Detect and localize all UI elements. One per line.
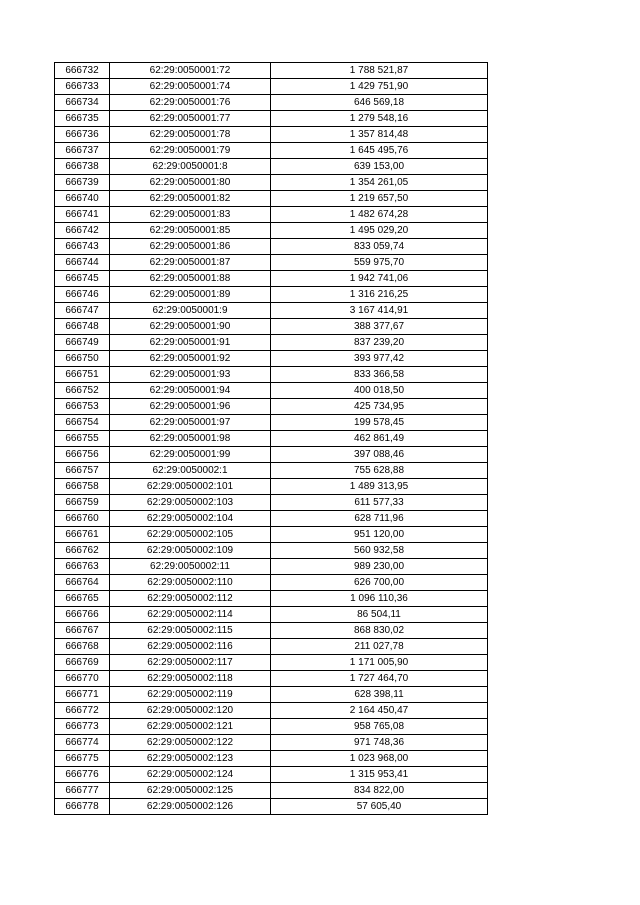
cadastral-number-cell: 62:29:0050002:119 [110,687,271,703]
row-id-cell: 666733 [55,79,110,95]
row-id-cell: 666742 [55,223,110,239]
table-row [55,655,488,671]
row-id-cell: 666751 [55,367,110,383]
cadastral-number-cell: 62:29:0050001:90 [110,319,271,335]
table-row [55,511,488,527]
cadastral-value-cell: 1 482 674,28 [271,207,488,223]
table-row [55,111,488,127]
cadastral-number-cell: 62:29:0050001:96 [110,399,271,415]
cadastral-value-cell: 639 153,00 [271,159,488,175]
table-row [55,127,488,143]
cadastral-number-cell: 62:29:0050001:94 [110,383,271,399]
row-id-cell: 666769 [55,655,110,671]
cadastral-number-cell: 62:29:0050001:77 [110,111,271,127]
table-row [55,303,488,319]
row-id-cell: 666741 [55,207,110,223]
row-id-cell: 666758 [55,479,110,495]
cadastral-number-cell: 62:29:0050002:104 [110,511,271,527]
cadastral-value-cell: 388 377,67 [271,319,488,335]
cadastral-value-cell: 755 628,88 [271,463,488,479]
cadastral-number-cell: 62:29:0050002:123 [110,751,271,767]
row-id-cell: 666744 [55,255,110,271]
row-id-cell: 666770 [55,671,110,687]
cadastral-number-cell: 62:29:0050001:74 [110,79,271,95]
cadastral-value-cell: 646 569,18 [271,95,488,111]
table-row [55,415,488,431]
cadastral-number-cell: 62:29:0050002:105 [110,527,271,543]
row-id-cell: 666756 [55,447,110,463]
table-row [55,79,488,95]
table-row [55,95,488,111]
row-id-cell: 666774 [55,735,110,751]
table-row [55,319,488,335]
table-row [55,751,488,767]
cadastral-number-cell: 62:29:0050001:91 [110,335,271,351]
row-id-cell: 666771 [55,687,110,703]
cadastral-value-cell: 1 495 029,20 [271,223,488,239]
row-id-cell: 666752 [55,383,110,399]
cadastral-number-cell: 62:29:0050002:118 [110,671,271,687]
cadastral-number-cell: 62:29:0050001:99 [110,447,271,463]
row-id-cell: 666757 [55,463,110,479]
table-row [55,591,488,607]
row-id-cell: 666746 [55,287,110,303]
row-id-cell: 666762 [55,543,110,559]
row-id-cell: 666754 [55,415,110,431]
row-id-cell: 666750 [55,351,110,367]
table-row [55,143,488,159]
cadastral-value-cell: 1 788 521,87 [271,63,488,79]
cadastral-number-cell: 62:29:0050001:93 [110,367,271,383]
cadastral-number-cell: 62:29:0050002:120 [110,703,271,719]
cadastral-value-cell: 1 315 953,41 [271,767,488,783]
cadastral-number-cell: 62:29:0050001:89 [110,287,271,303]
cadastral-number-cell: 62:29:0050001:92 [110,351,271,367]
table-row [55,447,488,463]
cadastral-value-cell: 989 230,00 [271,559,488,575]
table-row [55,607,488,623]
cadastral-value-cell: 462 861,49 [271,431,488,447]
cadastral-value-cell: 1 429 751,90 [271,79,488,95]
cadastral-number-cell: 62:29:0050002:117 [110,655,271,671]
cadastral-value-cell: 1 645 495,76 [271,143,488,159]
cadastral-value-cell: 1 942 741,06 [271,271,488,287]
cadastral-value-cell: 425 734,95 [271,399,488,415]
cadastral-value-cell: 1 316 216,25 [271,287,488,303]
cadastral-value-cell: 86 504,11 [271,607,488,623]
cadastral-value-cell: 199 578,45 [271,415,488,431]
cadastral-value-cell: 393 977,42 [271,351,488,367]
cadastral-value-cell: 951 120,00 [271,527,488,543]
cadastral-number-cell: 62:29:0050001:76 [110,95,271,111]
row-id-cell: 666760 [55,511,110,527]
cadastral-value-cell: 400 018,50 [271,383,488,399]
table-row [55,767,488,783]
cadastral-number-cell: 62:29:0050002:121 [110,719,271,735]
cadastral-value-cell: 1 171 005,90 [271,655,488,671]
cadastral-value-cell: 211 027,78 [271,639,488,655]
cadastral-number-cell: 62:29:0050001:98 [110,431,271,447]
cadastral-number-cell: 62:29:0050001:85 [110,223,271,239]
cadastral-value-cell: 628 711,96 [271,511,488,527]
cadastral-value-cell: 559 975,70 [271,255,488,271]
cadastral-value-cell: 971 748,36 [271,735,488,751]
cadastral-number-cell: 62:29:0050001:83 [110,207,271,223]
cadastral-number-cell: 62:29:0050001:79 [110,143,271,159]
table-row [55,687,488,703]
table-row [55,271,488,287]
table-row [55,383,488,399]
table-row [55,191,488,207]
row-id-cell: 666743 [55,239,110,255]
cadastral-number-cell: 62:29:0050001:80 [110,175,271,191]
row-id-cell: 666740 [55,191,110,207]
table-row [55,255,488,271]
row-id-cell: 666735 [55,111,110,127]
cadastral-number-cell: 62:29:0050001:72 [110,63,271,79]
row-id-cell: 666764 [55,575,110,591]
table-row [55,783,488,799]
cadastral-value-cell: 1 219 657,50 [271,191,488,207]
table-row [55,623,488,639]
cadastral-number-cell: 62:29:0050002:116 [110,639,271,655]
row-id-cell: 666738 [55,159,110,175]
cadastral-value-cell: 3 167 414,91 [271,303,488,319]
row-id-cell: 666745 [55,271,110,287]
cadastral-value-cell: 560 932,58 [271,543,488,559]
cadastral-number-cell: 62:29:0050002:112 [110,591,271,607]
row-id-cell: 666749 [55,335,110,351]
row-id-cell: 666773 [55,719,110,735]
cadastral-value-cell: 837 239,20 [271,335,488,351]
cadastral-value-cell: 834 822,00 [271,783,488,799]
cadastral-value-cell: 2 164 450,47 [271,703,488,719]
table-row [55,527,488,543]
row-id-cell: 666765 [55,591,110,607]
row-id-cell: 666761 [55,527,110,543]
cadastral-value-cell: 626 700,00 [271,575,488,591]
cadastral-value-cell: 833 059,74 [271,239,488,255]
cadastral-value-cell: 958 765,08 [271,719,488,735]
table-row [55,207,488,223]
cadastral-value-cell: 1 096 110,36 [271,591,488,607]
cadastral-value-cell: 1 279 548,16 [271,111,488,127]
cadastral-number-cell: 62:29:0050002:11 [110,559,271,575]
table-row [55,735,488,751]
cadastral-value-cell: 1 727 464,70 [271,671,488,687]
table-row [55,239,488,255]
cadastral-number-cell: 62:29:0050001:87 [110,255,271,271]
row-id-cell: 666767 [55,623,110,639]
cadastral-number-cell: 62:29:0050001:97 [110,415,271,431]
cadastral-value-cell: 611 577,33 [271,495,488,511]
table-row [55,223,488,239]
cadastral-value-cell: 1 357 814,48 [271,127,488,143]
row-id-cell: 666775 [55,751,110,767]
cadastral-number-cell: 62:29:0050001:86 [110,239,271,255]
table-row [55,463,488,479]
row-id-cell: 666772 [55,703,110,719]
cadastral-number-cell: 62:29:0050002:126 [110,799,271,815]
row-id-cell: 666737 [55,143,110,159]
row-id-cell: 666777 [55,783,110,799]
row-id-cell: 666748 [55,319,110,335]
table-row [55,575,488,591]
table-row [55,495,488,511]
row-id-cell: 666739 [55,175,110,191]
row-id-cell: 666755 [55,431,110,447]
cadastral-value-cell: 397 088,46 [271,447,488,463]
cadastral-value-cell: 57 605,40 [271,799,488,815]
table-row [55,543,488,559]
table-row [55,639,488,655]
cadastral-number-cell: 62:29:0050001:88 [110,271,271,287]
cadastral-value-cell: 1 489 313,95 [271,479,488,495]
cadastral-value-cell: 833 366,58 [271,367,488,383]
cadastral-number-cell: 62:29:0050002:122 [110,735,271,751]
table-row [55,671,488,687]
cadastral-number-cell: 62:29:0050001:82 [110,191,271,207]
cadastral-number-cell: 62:29:0050002:110 [110,575,271,591]
table-body [55,63,488,815]
table-row [55,559,488,575]
table-row [55,335,488,351]
table-row [55,719,488,735]
row-id-cell: 666732 [55,63,110,79]
cadastral-value-table [54,62,488,815]
table-row [55,703,488,719]
table-row [55,367,488,383]
row-id-cell: 666763 [55,559,110,575]
cadastral-number-cell: 62:29:0050002:115 [110,623,271,639]
table-row [55,287,488,303]
cadastral-number-cell: 62:29:0050002:1 [110,463,271,479]
table-row [55,351,488,367]
cadastral-number-cell: 62:29:0050002:124 [110,767,271,783]
table-row [55,479,488,495]
cadastral-number-cell: 62:29:0050001:8 [110,159,271,175]
cadastral-value-cell: 628 398,11 [271,687,488,703]
row-id-cell: 666736 [55,127,110,143]
table-row [55,175,488,191]
cadastral-value-cell: 1 354 261,05 [271,175,488,191]
table-row [55,159,488,175]
cadastral-value-cell: 868 830,02 [271,623,488,639]
cadastral-value-cell: 1 023 968,00 [271,751,488,767]
row-id-cell: 666778 [55,799,110,815]
cadastral-number-cell: 62:29:0050001:78 [110,127,271,143]
row-id-cell: 666776 [55,767,110,783]
row-id-cell: 666766 [55,607,110,623]
row-id-cell: 666734 [55,95,110,111]
row-id-cell: 666747 [55,303,110,319]
row-id-cell: 666759 [55,495,110,511]
cadastral-number-cell: 62:29:0050002:101 [110,479,271,495]
table-row [55,399,488,415]
row-id-cell: 666768 [55,639,110,655]
cadastral-number-cell: 62:29:0050002:125 [110,783,271,799]
cadastral-number-cell: 62:29:0050001:9 [110,303,271,319]
cadastral-number-cell: 62:29:0050002:103 [110,495,271,511]
table-row [55,799,488,815]
cadastral-number-cell: 62:29:0050002:114 [110,607,271,623]
row-id-cell: 666753 [55,399,110,415]
table-row [55,431,488,447]
cadastral-number-cell: 62:29:0050002:109 [110,543,271,559]
table-row [55,63,488,79]
